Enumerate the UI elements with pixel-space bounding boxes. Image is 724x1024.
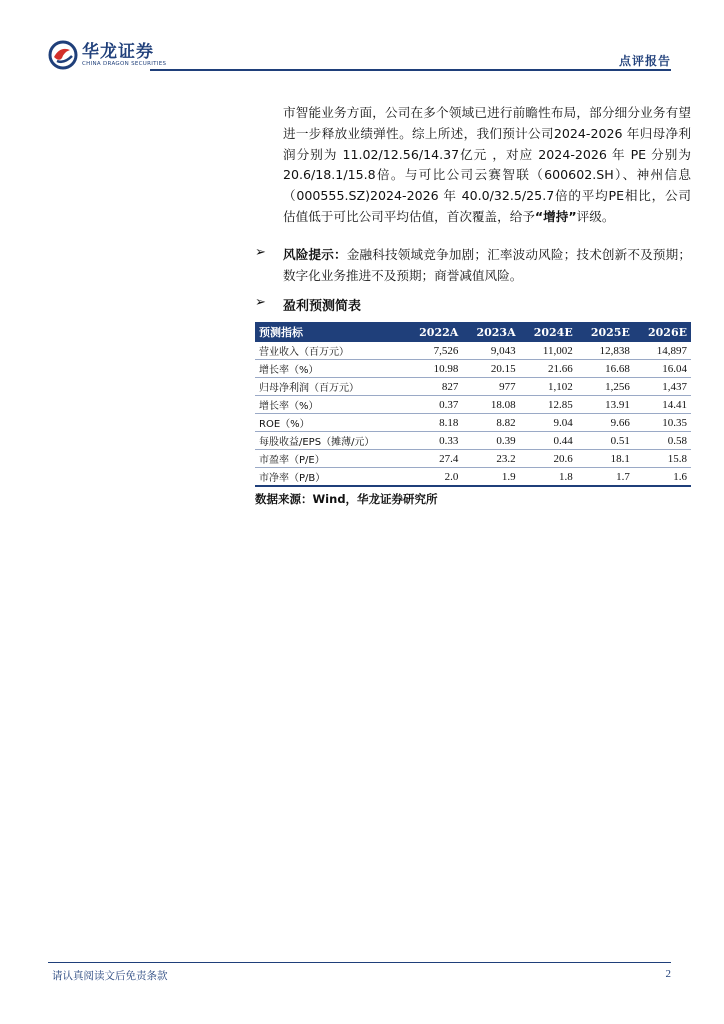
column-header: 2024E	[520, 322, 577, 342]
table-row	[255, 432, 691, 450]
table-cell: 12.85	[520, 396, 577, 414]
table-cell: 8.82	[462, 414, 519, 432]
table-cell: 0.37	[405, 396, 462, 414]
column-header: 2023A	[462, 322, 519, 342]
column-header: 预测指标	[255, 322, 405, 342]
table-cell: 9,043	[462, 342, 519, 360]
table-cell: 每股收益/EPS（摊薄/元）	[255, 432, 405, 450]
logo-chinese-name: 华龙证券	[82, 41, 154, 62]
table-cell: 7,526	[405, 342, 462, 360]
table-cell: 16.04	[634, 360, 691, 378]
table-row	[255, 468, 691, 487]
risk-text: 金融科技领域竞争加剧；汇率波动风险；技术创新不及预期；数字化业务推进不及预期；商誉减值风险。	[283, 247, 692, 283]
table-cell: 14.41	[634, 396, 691, 414]
table-cell: 9.66	[577, 414, 634, 432]
table-cell: 营业收入（百万元）	[255, 342, 405, 360]
table-cell: 827	[405, 378, 462, 396]
data-source-note: 数据来源：Wind，华龙证券研究所	[255, 492, 438, 506]
table-cell: 1.7	[577, 468, 634, 487]
table-cell: 16.68	[577, 360, 634, 378]
earnings-forecast-table	[255, 322, 691, 487]
table-cell: 11,002	[520, 342, 577, 360]
table-cell: 18.1	[577, 450, 634, 468]
table-row	[255, 360, 691, 378]
table-cell: 市净率（P/B）	[255, 468, 405, 487]
paragraph-end: 评级。	[576, 208, 615, 224]
bullet-arrow-icon: ➢	[255, 295, 266, 310]
table-cell: 1.8	[520, 468, 577, 487]
table-cell: 977	[462, 378, 519, 396]
column-header: 2026E	[634, 322, 691, 342]
forecast-section-title: 盈利预测简表	[283, 299, 362, 314]
table-cell: 23.2	[462, 450, 519, 468]
dragon-logo-icon	[48, 40, 78, 70]
table-cell: 13.91	[577, 396, 634, 414]
paragraph-text: 市智能业务方面，公司在多个领域已进行前瞻性布局，部分细分业务有望进一步释放业绩弹性。综上所述，我们预计公司2024-2026 年归母净利润分别为 11.02/12.56/14.37亿元 ，对应 2024-2026 年 PE 分别为20.6/18.1/15.8倍。与可比公司云赛智联（600602.SH）、神州信息（000555.SZ)2024-2026 年 40.0/32.5/25.7倍的平均PE相比，公司估值低于可比公司平均估值，首次覆盖，给予	[283, 105, 691, 224]
table-cell: 8.18	[405, 414, 462, 432]
table-cell: 14,897	[634, 342, 691, 360]
table-cell: 9.04	[520, 414, 577, 432]
table-cell: 15.8	[634, 450, 691, 468]
table-cell: 1.9	[462, 468, 519, 487]
page-number: 2	[665, 968, 671, 980]
rating-text: “增持”	[534, 208, 577, 224]
header-divider	[150, 69, 671, 71]
footer-disclaimer: 请认真阅读文后免责条款	[52, 970, 168, 982]
table-cell: 0.39	[462, 432, 519, 450]
logo-english-name: CHINA DRAGON SECURITIES	[82, 60, 167, 67]
table-row	[255, 414, 691, 432]
table-header-row	[255, 322, 691, 342]
analysis-paragraph	[283, 103, 691, 228]
table-row	[255, 396, 691, 414]
table-cell: 20.15	[462, 360, 519, 378]
table-row	[255, 378, 691, 396]
table-cell: 1.6	[634, 468, 691, 487]
company-logo	[48, 40, 166, 70]
table-cell: 12,838	[577, 342, 634, 360]
risk-warning	[283, 245, 691, 287]
risk-heading: 风险提示：	[283, 247, 347, 262]
table-cell: ROE（%）	[255, 414, 405, 432]
table-cell: 1,102	[520, 378, 577, 396]
table-cell: 0.51	[577, 432, 634, 450]
table-cell: 归母净利润（百万元）	[255, 378, 405, 396]
table-cell: 0.33	[405, 432, 462, 450]
table-cell: 10.35	[634, 414, 691, 432]
table-row	[255, 342, 691, 360]
table-cell: 1,437	[634, 378, 691, 396]
column-header: 2025E	[577, 322, 634, 342]
report-type-label: 点评报告	[618, 54, 671, 68]
bullet-arrow-icon: ➢	[255, 245, 266, 260]
table-cell: 21.66	[520, 360, 577, 378]
column-header: 2022A	[405, 322, 462, 342]
table-cell: 18.08	[462, 396, 519, 414]
table-cell: 市盈率（P/E）	[255, 450, 405, 468]
table-cell: 增长率（%）	[255, 360, 405, 378]
table-cell: 0.44	[520, 432, 577, 450]
table-cell: 20.6	[520, 450, 577, 468]
table-row	[255, 450, 691, 468]
table-cell: 1,256	[577, 378, 634, 396]
table-cell: 27.4	[405, 450, 462, 468]
table-cell: 2.0	[405, 468, 462, 487]
table-cell: 增长率（%）	[255, 396, 405, 414]
table-cell: 0.58	[634, 432, 691, 450]
table-cell: 10.98	[405, 360, 462, 378]
footer-divider	[48, 962, 671, 963]
